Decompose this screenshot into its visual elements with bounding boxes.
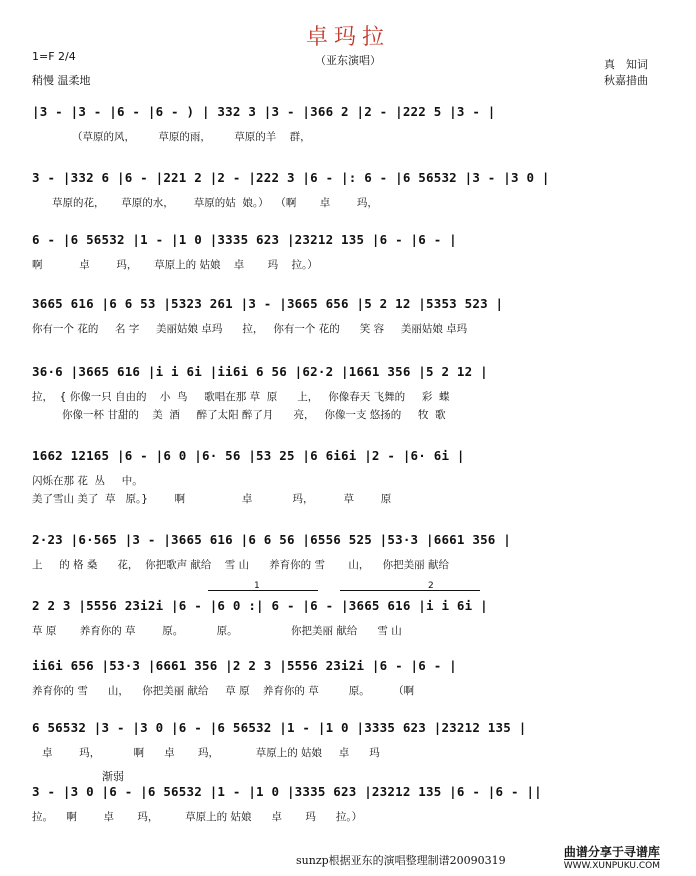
score-system [32,720,662,760]
score-system [32,232,662,272]
lyric-line: 拉。 啊 卓 玛， 草原上的 姑娘 卓 玛 拉。） [32,811,363,823]
lyric-line: （草原的风， 草原的雨， 草原的羊 群， [32,131,311,143]
notation-line: 6 - |6 56532 |1 - |1 0 |3335 623 |23212 135 |6 - |6 - | [32,232,457,247]
lyric-line: 上 的 格 桑 花， 你把歌声 献给 雪 山 养育你的 雪 山， 你把美丽 献给 [32,559,450,571]
lyric-line: 闪烁在那 花 丛 中。 [32,475,143,487]
notation-line: 2 2 3 |5556 23i2i |6 - |6 0 :| 6 - |6 - |3665 616 |i i 6i | [32,598,488,613]
notation-line: |3 - |3 - |6 - |6 - ) | 332 3 |3 - |366 2 |2 - |222 5 |3 - | [32,104,496,119]
volta-bracket-1 [208,590,318,591]
notation-line: 1662 12165 |6 - |6 0 |6· 56 |53 25 |6 6i6i |2 - |6· 6i | [32,448,465,463]
lyric-line: 美了雪山 美了 草 原。} 啊 卓 玛， 草 原 [32,493,392,505]
lyric-line: 啊 卓 玛， 草原上的 姑娘 卓 玛 拉。） [32,259,318,271]
key-label: 1=F [32,50,55,63]
notation-line: ii6i 656 |53·3 |6661 356 |2 2 3 |5556 23i2i |6 - |6 - | [32,658,457,673]
lyric-line: 你像一杯 甘甜的 美 酒 醉了太阳 醉了月 亮， 你像一支 悠扬的 牧 歌 [32,409,446,421]
site-name: 曲谱分享于寻谱库 [563,845,660,859]
notation-line: 36·6 |3665 616 |i i 6i |ii6i 6 56 |62·2 |1661 356 |5 2 12 | [32,364,488,379]
score-system [32,170,662,210]
notation-line: 2·23 |6·565 |3 - |3665 616 |6 6 56 |6556 525 |53·3 |6661 356 | [32,532,511,547]
volta-label-2: 2 [428,581,434,591]
notation-line: 6 56532 |3 - |3 0 |6 - |6 56532 |1 - |1 0 |3335 623 |23212 135 | [32,720,527,735]
lyric-line: 你有一个 花的 名 字 美丽姑娘 卓玛 拉， 你有一个 花的 笑 容 美丽姑娘 卓玛 [32,323,468,335]
score-system [32,658,662,698]
score-system [32,784,662,824]
lyric-line: 草 原 养育你的 草 原。 原。 你把美丽 献给 雪 山 [32,625,402,637]
notation-line: 3 - |332 6 |6 - |221 2 |2 - |222 3 |6 - |: 6 - |6 56532 |3 - |3 0 | [32,170,550,185]
time-signature: 2/4 [58,50,76,63]
notation-line: 3665 616 |6 6 53 |5323 261 |3 - |3665 656 |5 2 12 |5353 523 | [32,296,504,311]
lyric-line: 养育你的 雪 山， 你把美丽 献给 草 原 养育你的 草 原。 （啊 [32,685,415,697]
dynamics-marking: 渐弱 [102,770,124,783]
lyric-line: 草原的花， 草原的水， 草原的姑 娘。） （啊 卓 玛， [32,197,378,209]
key-signature [32,50,76,63]
score-system [32,532,662,572]
score-system [32,598,662,638]
volta-bracket-2 [340,590,480,591]
composer-credit: 秋嘉措曲 [604,74,648,87]
lyricist-credit: 真 知词 [604,58,648,71]
score-system [32,448,662,506]
volta-label-1: 1 [254,581,260,591]
score-system [32,296,662,336]
notation-line: 3 - |3 0 |6 - |6 56532 |1 - |1 0 |3335 623 |23212 135 |6 - |6 - || [32,784,542,799]
site-url: WWW.XUNPUKU.COM [563,861,660,871]
performer-note: （亚东演唱） [315,54,381,67]
score-system [32,364,662,422]
lyric-line: 卓 玛， 啊 卓 玛， 草原上的 姑娘 卓 玛 [32,747,380,759]
score-system [32,104,662,144]
site-watermark [564,846,660,873]
song-title: 卓玛拉 [305,25,390,50]
tempo-marking: 稍慢 温柔地 [32,74,91,87]
transcriber-credit: sunzp根据亚东的演唱整理制谱20090319 [296,854,506,867]
lyric-line: 拉， { 你像一只 自由的 小 鸟 歌唱在那 草 原 上， 你像春天 飞舞的 彩 蝶 [32,391,450,403]
